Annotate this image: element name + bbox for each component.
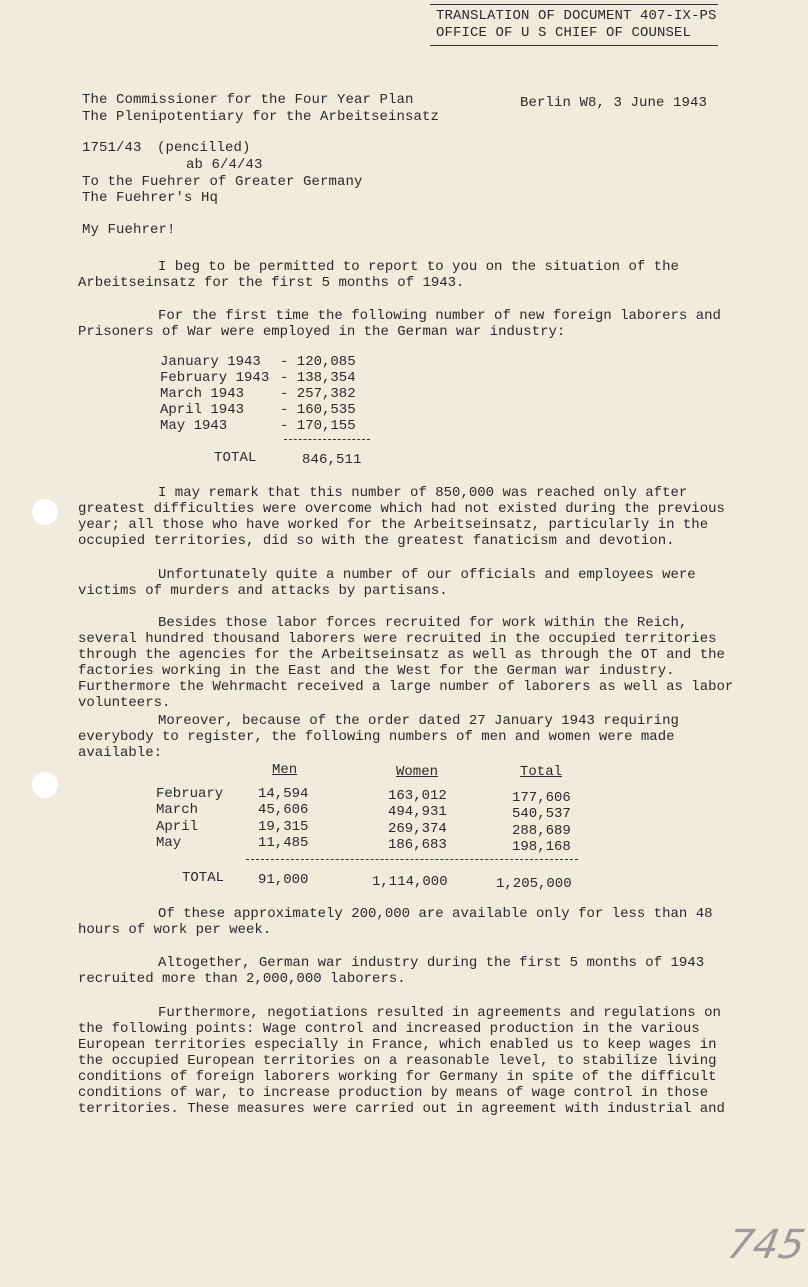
recipient-line-2: The Fuehrer's Hq (82, 190, 219, 206)
reference-number: 1751/43 (82, 140, 142, 156)
registration-header-women: Women (396, 764, 439, 780)
registration-total: 288,689 (512, 823, 571, 839)
monthly-month: January 1943 (160, 354, 261, 370)
punch-hole (32, 499, 58, 525)
monthly-value: - 257,382 (280, 386, 356, 402)
registration-total-label: TOTAL (182, 870, 225, 886)
registration-total-men: 91,000 (258, 872, 309, 888)
monthly-total-rule (284, 439, 370, 440)
registration-month: March (156, 802, 199, 818)
monthly-row (160, 386, 356, 402)
place-date: Berlin W8, 3 June 1943 (520, 95, 708, 111)
recipient-line-1: To the Fuehrer of Greater Germany (82, 174, 363, 190)
monthly-value: - 120,085 (280, 354, 356, 370)
registration-men: 11,485 (258, 835, 309, 851)
monthly-month: February 1943 (160, 370, 270, 386)
monthly-row (160, 418, 356, 434)
registration-total: 177,606 (512, 790, 571, 806)
monthly-total-label: TOTAL (214, 450, 257, 466)
registration-header-men: Men (272, 762, 298, 778)
monthly-total-value: 846,511 (302, 452, 362, 468)
registration-total-women: 1,114,000 (372, 874, 448, 890)
punch-hole (32, 772, 58, 798)
paragraph-4: Unfortunately quite a number of our officials and employees were victims of murders and attacks by partisans. (78, 567, 696, 599)
paragraph-3: I may remark that this number of 850,000 was reached only after greatest difficulties were overcome which had not existed during the previous year; all those who have worked for the Arbeitseinsatz, particularly in the occupied territories, did so with the greatest fanaticism and devotion. (78, 485, 725, 549)
paragraph-7: Of these approximately 200,000 are available only for less than 48 hours of work per week. (78, 906, 713, 938)
paragraph-8: Altogether, German war industry during the first 5 months of 1943 recruited more than 2,000,000 laborers. (78, 955, 705, 987)
registration-women: 269,374 (388, 821, 447, 837)
registration-total: 540,537 (512, 806, 571, 822)
registration-women: 163,012 (388, 788, 447, 804)
monthly-row (160, 402, 356, 418)
monthly-month: March 1943 (160, 386, 245, 402)
monthly-row (160, 354, 356, 370)
registration-total: 198,168 (512, 839, 571, 855)
registration-month: May (156, 835, 182, 851)
monthly-row (160, 370, 356, 386)
paragraph-9: Furthermore, negotiations resulted in agreements and regulations on the following points: Wage control and increased production in the various European territories especially in France, which enabled us to keep wages in the occupied European territories on a reasonable level, to stabilize living conditions of foreign laborers working for Germany in spite of the difficult conditions of war, to increase production by means of wage control in those territories. These measures were carried out in agreement with industrial and (78, 1005, 725, 1117)
registration-total-total: 1,205,000 (496, 876, 572, 892)
registration-men: 45,606 (258, 802, 309, 818)
header-line-2: OFFICE OF U S CHIEF OF COUNSEL (436, 25, 692, 41)
header-line-1: TRANSLATION OF DOCUMENT 407-IX-PS (436, 8, 717, 24)
paragraph-1: I beg to be permitted to report to you on the situation of the Arbeitseinsatz for the first 5 months of 1943. (78, 259, 679, 291)
sender-line-1: The Commissioner for the Four Year Plan (82, 92, 414, 108)
paragraph-5: Besides those labor forces recruited for work within the Reich, several hundred thousand laborers were recruited in the occupied territories through the agencies for the Arbeitseinsatz as well as through the OT and the factories working in the East and the West for the German war industry. Furthermore the Wehrmacht received a large number of laborers as well as labor volunteers. (78, 615, 734, 711)
monthly-value: - 160,535 (280, 402, 356, 418)
paragraph-6: Moreover, because of the order dated 27 January 1943 requiring everybody to register, the following numbers of men and women were made available: (78, 713, 679, 761)
registration-month: February (156, 786, 224, 802)
sender-line-2: The Plenipotentiary for the Arbeitseinsatz (82, 109, 440, 125)
reference-note: (pencilled) (157, 140, 251, 156)
handwritten-page-number: 745 (723, 1222, 808, 1268)
salutation: My Fuehrer! (82, 222, 176, 238)
paragraph-2: For the first time the following number of new foreign laborers and Prisoners of War were employed in the German war industry: (78, 308, 721, 340)
registration-men: 14,594 (258, 786, 309, 802)
header-bottom-rule (430, 45, 718, 46)
monthly-month: April 1943 (160, 402, 245, 418)
header-top-rule (430, 4, 718, 5)
registration-total-rule (246, 859, 578, 860)
registration-header-total: Total (520, 764, 563, 780)
registration-month: April (156, 819, 199, 835)
registration-women: 494,931 (388, 804, 447, 820)
monthly-value: - 138,354 (280, 370, 356, 386)
monthly-value: - 170,155 (280, 418, 356, 434)
registration-men: 19,315 (258, 819, 309, 835)
reference-ab: ab 6/4/43 (186, 157, 263, 173)
monthly-month: May 1943 (160, 418, 228, 434)
registration-women: 186,683 (388, 837, 447, 853)
